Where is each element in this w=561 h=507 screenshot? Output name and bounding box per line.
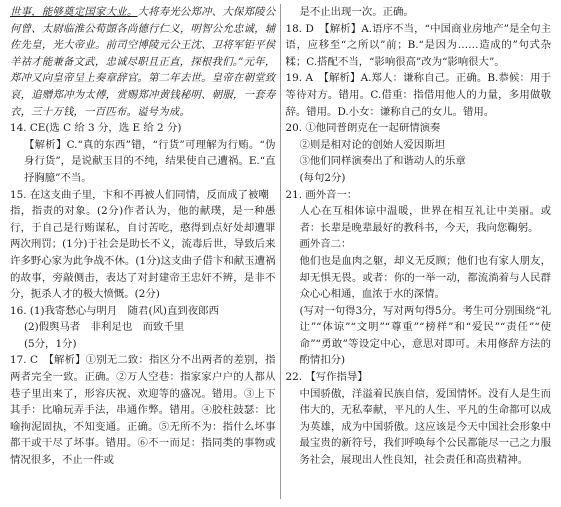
q16-line-1: 16. (1)我寄愁心与明月 随君(风)直到夜郎西 (10, 304, 219, 317)
q15-answer-head: 15. 在这支曲子里，卞和不再被人们同情，反而成了被嘲 (10, 188, 269, 201)
q16-scoring: (5分，1分) (24, 337, 77, 350)
q14-answer: 14. CE(选 C 给 3 分，选 E 给 2 分) (10, 122, 182, 135)
q17-answer: 17. C 【解析】①别无二致：指区分不出两者的差别，指两者完全一致。正确。②万人空巷：指家家户户的人都从巷子里出来了，形容庆祝、欢迎等的盛况。错用。③上下其手：比喻玩弄手法，串通作弊。错用。④胶柱鼓瑟：比喻拘泥固执，不知变通。正确。⑤无所不为：指什么坏事都干或干尽了坏事。错用。⑥不一而足：指同类的事物或情况很多，不止一件或 (10, 354, 276, 467)
q21-heading: 21. 画外音一： (285, 188, 358, 201)
essay-translation-end (10, 4, 276, 120)
q21-voiceover-2: 他们也是血肉之躯，却义无反顾；他们也有家人朋友，却无惧无畏。或者：你的一举一动，都流淌着与人民群众心心相通，血浓于水的深情。 (299, 254, 551, 301)
q22-heading: 22. 【写作指导】 (285, 371, 368, 384)
q21-voiceover-1: 人心在互相体谅中温暖，世界在相互礼让中美丽。或者：长辈是晚辈最好的教科书，今天，我向您鞠躬。 (299, 205, 551, 234)
right-column (286, 4, 552, 507)
q19-answer: 19. A 【解析】A.郑人：谦称自己。正确。B.恭候：用于等待对方。错用。C.借重：指借用他人的力量，多用做敬辞。错用。D.小女：谦称自己的女儿。错用。 (285, 72, 551, 118)
q20-answer-3: ③他们同样演奏出了和谐动人的乐章 (299, 155, 466, 168)
essay-underlined-phrase: 世事，能够奠定国家大业。 (10, 6, 138, 18)
q20-scoring: (每句2分) (299, 171, 346, 184)
q16-line-2: (2)假舆马者 非利足也 而致千里 (24, 321, 185, 334)
q22-writing-guide: 中国骄傲，洋溢着民族自信，爱国情怀。没有人是生而伟大的，无私奉献，平凡的人生、平凡的生命都可以成为英雄，成为中国骄傲。这应该是今天中国社会形象中最宝贵的新符号，我们呼唤每个公民都能尽一己之力服务社会，展现出人性良知，社会责任和高贵精神。 (299, 387, 551, 467)
q20-answer-1: 20. ①他同普朗克在一起研情演奏 (285, 122, 441, 135)
q18-answer: 18. D 【解析】A.语序不当，“中国商业房地产”是全句主语，应移至“之所以”前；B.“是因为……造成的”句式杂糅；C.搭配不当，“影响很高”改为“影响很大”。 (285, 22, 551, 68)
q15-answer-body: 指，指责的对象。(2分)作者认为，他的献璞，是一种愚行，于自己是行贿谋私，自讨苦吃，憨得到点好处却遭罪两次刑罚；(1分)于社会是助长不义，流毒后世，导致后来许多野心家为此争战不休。(1分)这支曲子借卞和献玉遭祸的故事，旁敲侧击，表达了对封建帝王忠奸不辨，是非不分，扼杀人才的极大愤慨。(2分) (10, 205, 276, 301)
q21-voiceover-2-label: 画外音二： (299, 238, 352, 251)
left-column (10, 4, 276, 507)
q17-continuation: 是不止出现一次。正确。 (299, 6, 414, 18)
q21-scoring: (写对一句得3分，写对两句得5分。考生可分别围绕“礼让”“体谅”“文明”“尊重”“榜样”和“爱民”“责任”“使命”“勇敢”等设定中心，意思对即可。未用修辞方法的酌情扣分) (299, 304, 551, 367)
essay-text: 大将寿光公郑冲、大保郑陵公何曾、太尉临淮公荀顗各尚德行仁义，明智公允忠诚，辅佐先皇，光大帝业。前司空博陵元公王沈、卫将军钜平侯羊祜才能兼备文武，忠诚尽职且正直，探根我们。”元年，郑冲又向皇帝呈上奏章辞官。第二年去世。皇帝在朝堂致哀，追赠郑冲为太傅，赏赐郑冲黄钱秘明、朝服，一套寿衣，三十万钱，一百匹布。谥号为成。 (10, 6, 276, 118)
q20-answer-2: ②则是相对论的创始人爱因斯坦 (299, 138, 445, 151)
column-divider (280, 4, 281, 499)
q14-analysis: 【解析】C.“真的东西”错，“行货”可理解为行贿。“伪身行货”，是说献玉目的不纯，结果使自己遭祸。E.“直抒胸臆”不当。 (24, 138, 276, 184)
